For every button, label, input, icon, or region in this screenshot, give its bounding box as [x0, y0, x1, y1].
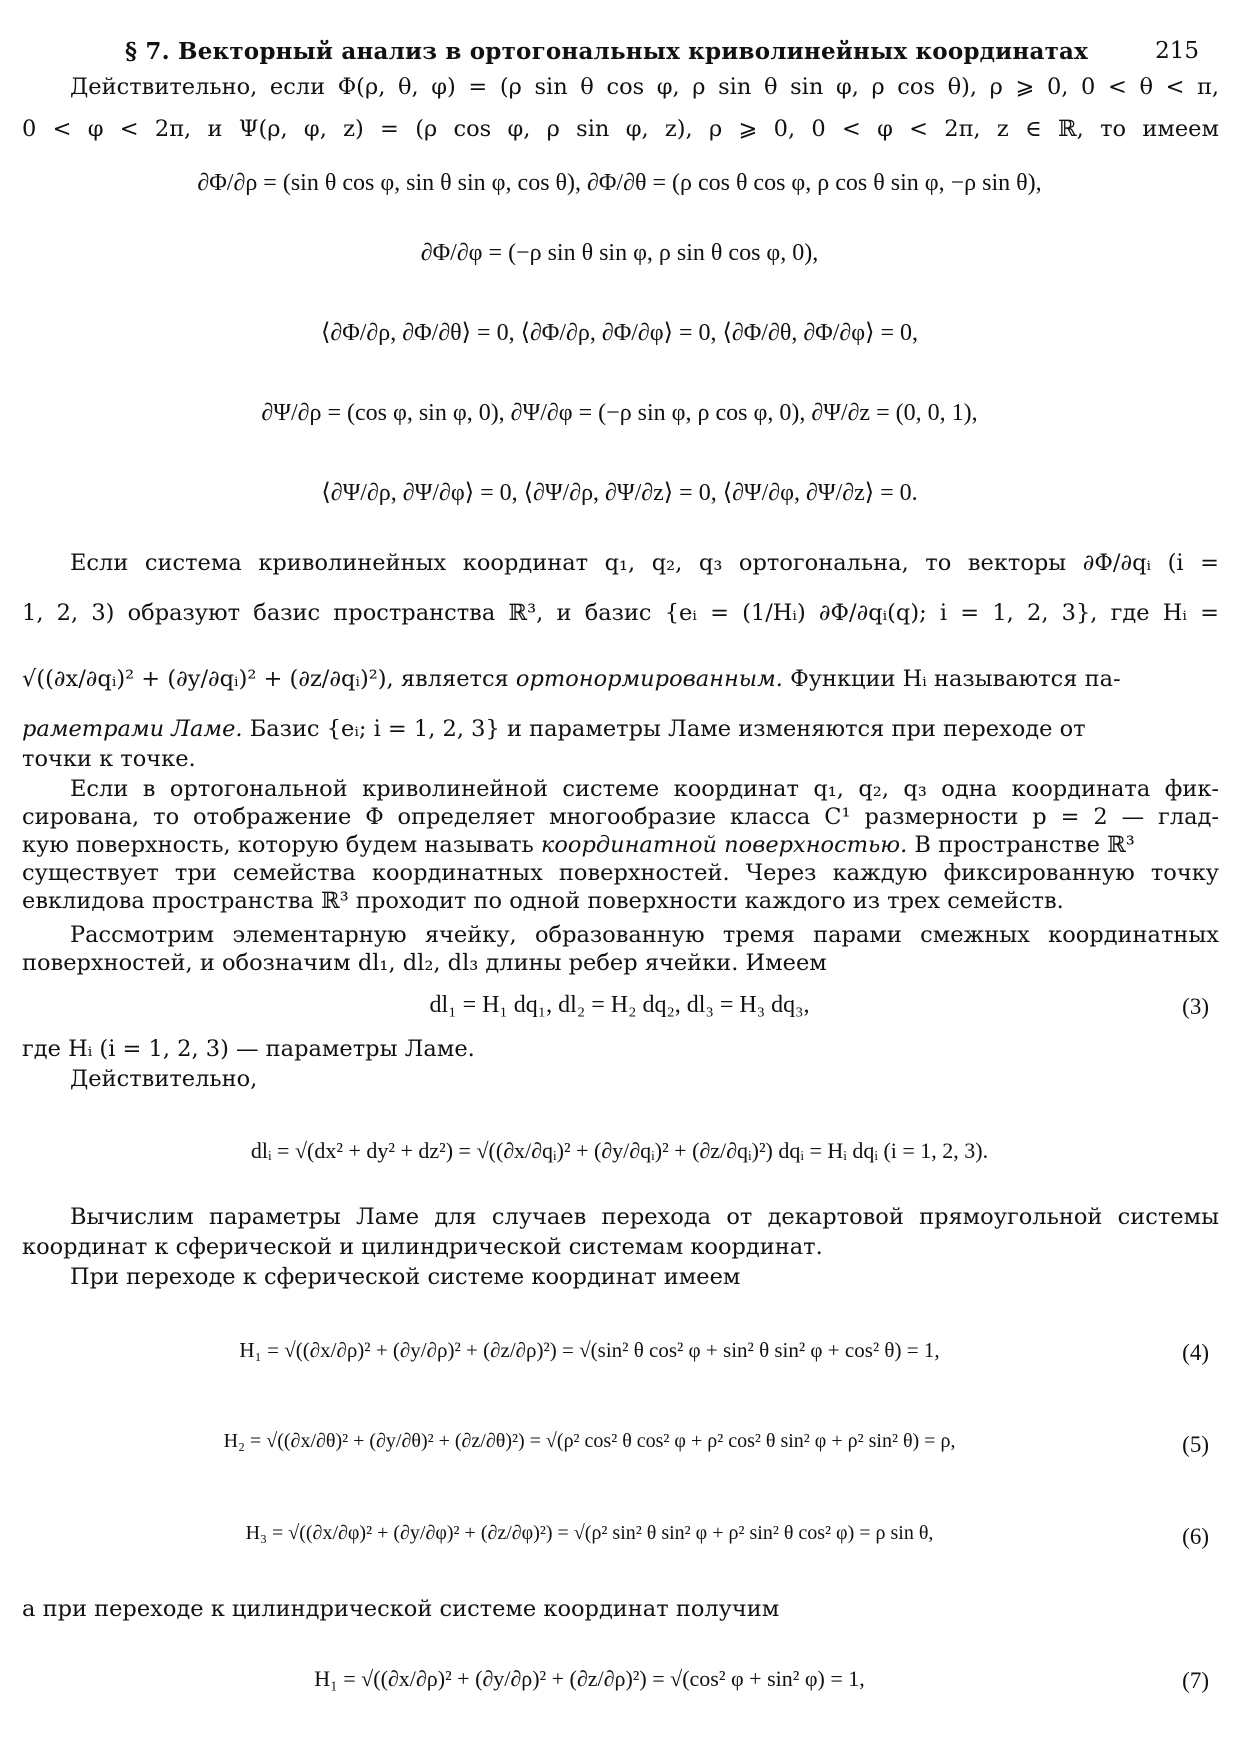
formula: H₂ = √((∂x/∂θ)² + (∂y/∂θ)² + (∂z/∂θ)²) = √(ρ² cos² θ cos² φ + ρ² cos² θ sin² φ + ρ² sin² θ) = ρ, [223, 1430, 956, 1452]
term: ортонормированным. [515, 666, 783, 692]
text-line: 1, 2, 3) образуют базис пространства ℝ³, и базис {eᵢ = (1/Hᵢ) ∂Φ/∂qᵢ(q); i = 1, 2, 3}, где Hᵢ = [22, 600, 1219, 626]
text-line: поверхностей, и обозначим dl₁, dl₂, dl₃ длины ребер ячейки. Имеем [22, 950, 827, 976]
text-line: 0 < φ < 2π, и Ψ(ρ, φ, z) = (ρ cos φ, ρ sin φ, z), ρ ⩾ 0, 0 < φ < 2π, z ∈ ℝ, то имеем [22, 116, 1219, 142]
text-line: Если система криволинейных координат q₁, q₂, q₃ ортогональна, то векторы ∂Φ/∂qᵢ (i = [70, 550, 1219, 576]
formula: H₃ = √((∂x/∂φ)² + (∂y/∂φ)² + (∂z/∂φ)²) = √(ρ² sin² θ sin² φ + ρ² sin² θ cos² φ) = ρ sin θ, [245, 1522, 934, 1544]
equation-number: (3) [1182, 994, 1209, 1019]
text-line: Рассмотрим элементарную ячейку, образованную тремя парами смежных координатных [70, 922, 1219, 948]
formula: H₁ = √((∂x/∂ρ)² + (∂y/∂ρ)² + (∂z/∂ρ)²) = √(sin² θ cos² φ + sin² θ sin² φ + cos² θ) = 1, [239, 1338, 940, 1362]
formula: dl₁ = H₁ dq₁, dl₂ = H₂ dq₂, dl₃ = H₃ dq₃, [429, 992, 810, 1018]
formula: ∂Φ/∂ρ = (sin θ cos φ, sin θ sin φ, cos θ), ∂Φ/∂θ = (ρ cos θ cos φ, ρ cos θ sin φ, −ρ sin θ), [197, 170, 1042, 196]
text-line: где Hᵢ (i = 1, 2, 3) — параметры Ламе. [22, 1036, 475, 1062]
term: раметрами Ламе. [22, 716, 243, 742]
section-title: § 7. Векторный анализ в ортогональных криволинейных координатах [125, 38, 1089, 65]
text-line: Вычислим параметры Ламе для случаев перехода от декартовой прямоугольной системы [70, 1204, 1219, 1230]
text-line: а при переходе к цилиндрической системе координат получим [22, 1596, 780, 1622]
formula: H₁ = √((∂x/∂ρ)² + (∂y/∂ρ)² + (∂z/∂ρ)²) = √(cos² φ + sin² φ) = 1, [314, 1666, 865, 1691]
term: координатной поверхностью. [540, 832, 908, 858]
text-line: координат к сферической и цилиндрической системам координат. [22, 1234, 823, 1260]
text-line: существует три семейства координатных поверхностей. Через каждую фиксированную точку [22, 860, 1219, 886]
text-line: кую поверхность, которую будем называть координатной поверхностью. В пространстве ℝ³ [22, 832, 1135, 858]
text-line: сирована, то отображение Φ определяет многообразие класса C¹ размерности p = 2 — глад- [22, 804, 1219, 830]
equation-number: (4) [1182, 1340, 1209, 1365]
equation-number: (5) [1182, 1432, 1209, 1457]
running-header [0, 38, 1239, 74]
formula: ⟨∂Φ/∂ρ, ∂Φ/∂θ⟩ = 0, ⟨∂Φ/∂ρ, ∂Φ/∂φ⟩ = 0, ⟨∂Φ/∂θ, ∂Φ/∂φ⟩ = 0, [320, 320, 918, 346]
formula: ∂Φ/∂φ = (−ρ sin θ sin φ, ρ sin θ cos φ, 0), [420, 240, 819, 266]
formula: ∂Ψ/∂ρ = (cos φ, sin φ, 0), ∂Ψ/∂φ = (−ρ sin φ, ρ cos φ, 0), ∂Ψ/∂z = (0, 0, 1), [261, 400, 978, 426]
text-line: раметрами Ламе. Базис {eᵢ; i = 1, 2, 3} и параметры Ламе изменяются при переходе от [22, 716, 1086, 742]
equation-number: (7) [1182, 1668, 1209, 1693]
text-line: Если в ортогональной криволинейной системе координат q₁, q₂, q₃ одна координата фик- [70, 776, 1219, 802]
text-line: Действительно, если Φ(ρ, θ, φ) = (ρ sin θ cos φ, ρ sin θ sin φ, ρ cos θ), ρ ⩾ 0, 0 < θ < π, [70, 74, 1219, 100]
inline-formula: √((∂x/∂qᵢ)² + (∂y/∂qᵢ)² + (∂z/∂qᵢ)²), [22, 666, 394, 692]
page-number: 215 [1155, 38, 1199, 64]
formula: ⟨∂Ψ/∂ρ, ∂Ψ/∂φ⟩ = 0, ⟨∂Ψ/∂ρ, ∂Ψ/∂z⟩ = 0, ⟨∂Ψ/∂φ, ∂Ψ/∂z⟩ = 0. [321, 480, 918, 506]
text-line: точки к точке. [22, 746, 196, 772]
text-line: √((∂x/∂qᵢ)² + (∂y/∂qᵢ)² + (∂z/∂qᵢ)²), является ортонормированным. Функции Hᵢ называются па- [22, 666, 1121, 692]
text-line: евклидова пространства ℝ³ проходит по одной поверхности каждого из трех семейств. [22, 888, 1064, 914]
text-line: При переходе к сферической системе координат имеем [70, 1264, 741, 1290]
formula: dlᵢ = √(dx² + dy² + dz²) = √((∂x/∂qᵢ)² + (∂y/∂qᵢ)² + (∂z/∂qᵢ)²) dqᵢ = Hᵢ dqᵢ (i = 1, 2, 3). [250, 1138, 989, 1163]
equation-number: (6) [1182, 1524, 1209, 1549]
text-line: Действительно, [70, 1066, 258, 1092]
